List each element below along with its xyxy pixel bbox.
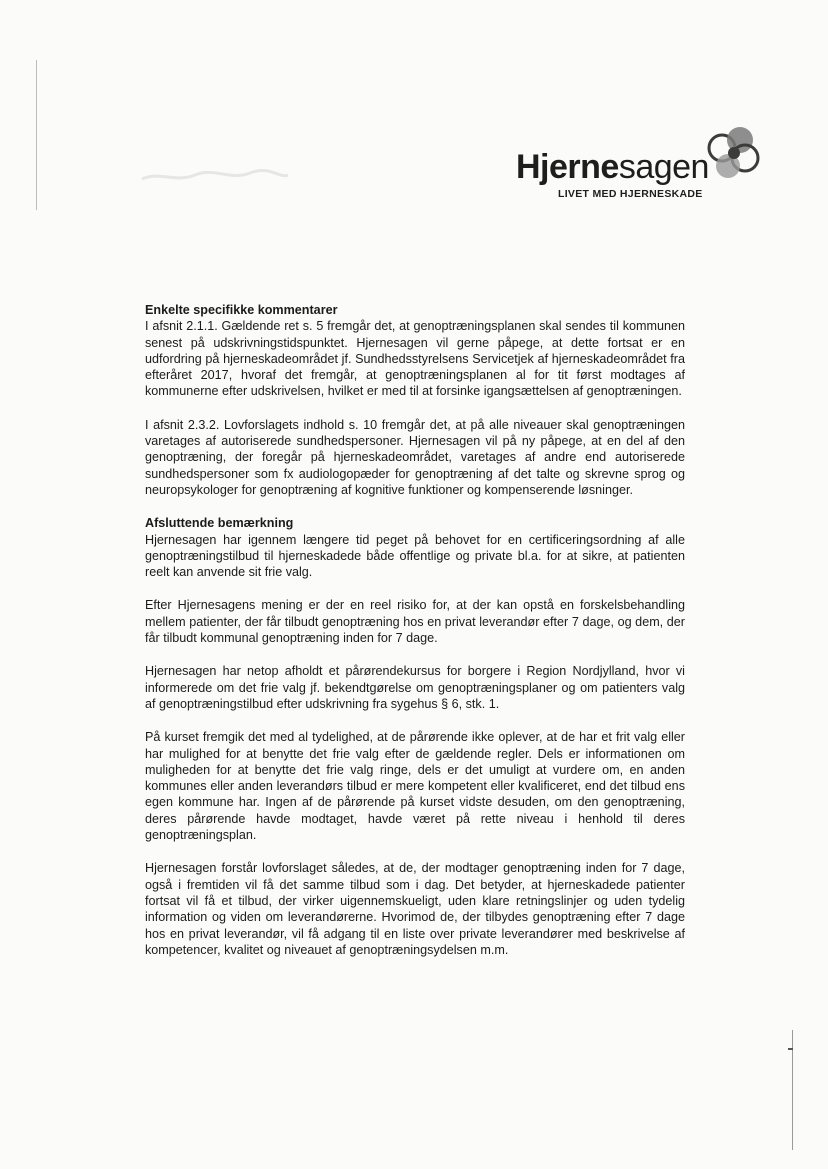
faint-stamp-mark bbox=[140, 165, 290, 187]
section-heading-specific-comments: Enkelte specifikke kommentarer bbox=[145, 303, 338, 317]
logo-tagline: LIVET MED HJERNESKADE bbox=[558, 188, 703, 200]
paragraph: Efter Hjernesagens mening er der en reel risiko for, at der kan opstå en forskelsbehandling mellem patienter, der får tilbudt genoptræning hos en privat leverandør efter 7 dage, og dem, der får tilbudt kommunal genoptræning inden for 7 dage. bbox=[145, 598, 685, 646]
scan-edge-left bbox=[36, 60, 37, 210]
paragraph: I afsnit 2.3.2. Lovforslagets indhold s. 10 fremgår det, at på alle niveauer skal genoptræningen varetages af autoriserede sundhedspersoner. Hjernesagen vil på ny påpege, at en del af den genoptræning, der foregår på hjerneskadeområdet, varetages af andre end autoriserede sundhedspersoner som fx audiologopæder for genoptræning af det talte og skrevne sprog og neuropsykologer for genoptræning af kognitive funktioner og kompenserende løsninger. bbox=[145, 417, 685, 497]
paragraph: På kurset fremgik det med al tydelighed, at de pårørende ikke oplever, at de har et frit valg eller har mulighed for at benytte det frie valg efter de gældende regler. Dels er informationen om muligheden for at benytte det frie valg ringe, dels er det umuligt at vurdere om, en anden kommunes eller anden leverandørs tilbud er mere kompetent eller kvalificeret, end det tilbud ens egen kommune har. Ingen af de pårørende på kurset vidste desuden, om den genoptræning, deres pårørende havde modtaget, havde været på rette niveau i henhold til deres genoptræningsplan. bbox=[145, 730, 685, 843]
letter-body bbox=[145, 302, 685, 975]
logo-wordmark: Hjernesagen bbox=[516, 148, 709, 186]
paragraph: Hjernesagen har netop afholdt et pårørendekursus for borgere i Region Nordjylland, hvor vi informerede om det frie valg jf. bekendtgørelse om genoptræningsplaner og om patienters valg af genoptræningstilbud efter udskrivning fra sygehus § 6, stk. 1. bbox=[145, 664, 685, 711]
paragraph: I afsnit 2.1.1. Gældende ret s. 5 fremgår det, at genoptræningsplanen skal sendes til kommunen senest på udskrivningstidspunktet. Hjernesagen vil gerne påpege, at dette fortsat er en udfordring på hjerneskadeområdet jf. Sundhedsstyrelsens Servicetjek af hjerneskadeområdet fra efteråret 2017, hvoraf det fremgår, at genoptræningsplanen al for tit først modtages af kommunerne efter udskrivelsen, hvilket er med til at forsinke igangsættelsen af genoptræningen. bbox=[145, 319, 685, 399]
scan-tick-mark bbox=[788, 1048, 793, 1050]
hjernesagen-logo bbox=[510, 118, 770, 208]
paragraph: Hjernesagen har igennem længere tid peget på behovet for en certificeringsordning af alle genoptræningstilbud til hjerneskadede både offentlige og private bl.a. for at sikre, at patienten reelt kan anvende sit frie valg. bbox=[145, 532, 685, 580]
paragraph: Hjernesagen forstår lovforslaget således, at de, der modtager genoptræning inden for 7 dage, også i fremtiden vil få det samme tilbud som i dag. Det betyder, at hjerneskadede patienter fortsat vil få et tilbud, der virker uigennemskueligt, uden klare retningslinjer og uden tydelig information og viden om leverandørerne. Hvorimod de, der tilbydes genoptræning efter 7 dage hos en privat leverandør, vil få adgang til en liste over private leverandører med beskrivelse af kompetencer, kvalitet og niveauet af genoptræningsydelsen m.m. bbox=[145, 861, 685, 957]
section-heading-closing-remark: Afsluttende bemærkning bbox=[145, 516, 294, 531]
